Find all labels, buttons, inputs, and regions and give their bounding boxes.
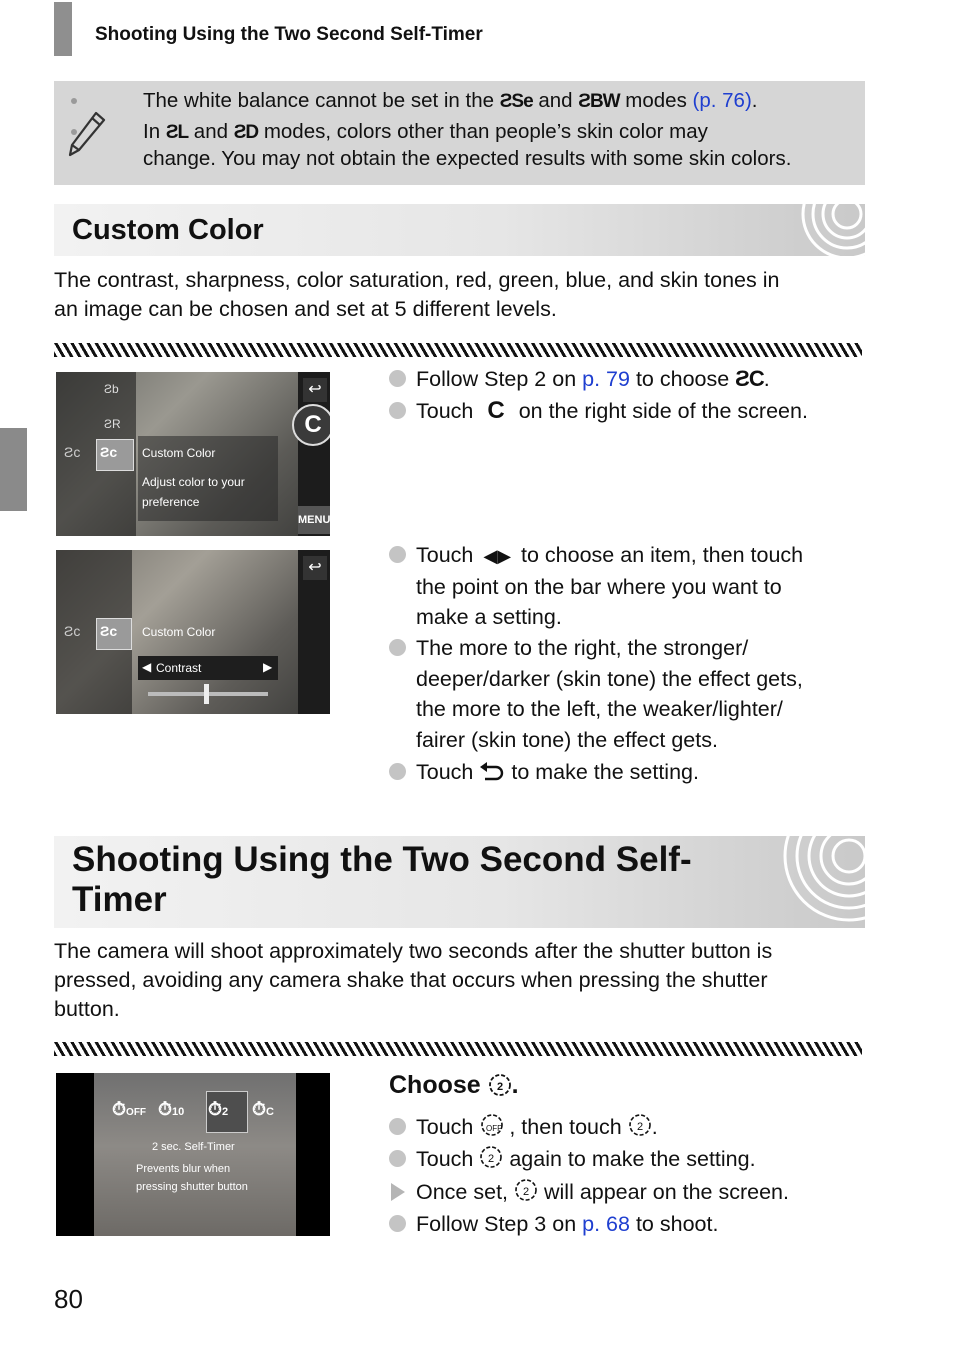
- vivid-sepia-mode-icon: ƧSe: [499, 91, 533, 112]
- mode-icon[interactable]: Ƨb: [104, 382, 119, 396]
- intro-line: button.: [54, 997, 120, 1021]
- note-bullet: [71, 129, 77, 135]
- return-icon[interactable]: ↩: [303, 556, 327, 580]
- self-timer-2-icon: [514, 1177, 538, 1203]
- self-timer-10-icon[interactable]: ⏱10: [158, 1099, 185, 1119]
- section-intro: [54, 266, 866, 324]
- bullet-icon: [389, 546, 406, 563]
- step-text: Follow Step 2 on: [416, 367, 577, 391]
- section-title-line: Timer: [72, 880, 167, 919]
- step-text: Touch: [416, 1147, 474, 1171]
- step-text: make a setting.: [416, 605, 562, 629]
- note-line-1: [143, 89, 757, 114]
- self-timer-2-icon: [628, 1112, 652, 1138]
- running-header-title: Shooting Using the Two Second Self-Timer: [95, 24, 483, 45]
- page-number: 80: [54, 1284, 83, 1314]
- intro-line: pressed, avoiding any camera shake that occurs when pressing the shutter: [54, 968, 768, 992]
- note-text: and: [538, 89, 573, 112]
- step-text: the more to the left, the weaker/lighter/: [416, 697, 783, 721]
- note-line-3: change. You may not obtain the expected results with some skin colors.: [143, 147, 792, 170]
- menu-item-label: Custom Color: [142, 446, 216, 460]
- step-text: Touch: [416, 543, 474, 567]
- self-timer-2-icon: [479, 1144, 503, 1170]
- menu-desc: Adjust color to your: [142, 475, 245, 489]
- custom-color-icon[interactable]: Ƨc: [100, 623, 118, 639]
- self-timer-2-icon[interactable]: ⏱2: [208, 1099, 229, 1119]
- svg-text:2: 2: [496, 1081, 503, 1093]
- page-ref-link[interactable]: p. 68: [582, 1212, 630, 1236]
- step-text: again to make the setting.: [509, 1147, 756, 1171]
- menu-button[interactable]: MENU: [298, 506, 330, 534]
- step-text: to choose an item, then touch: [521, 543, 804, 567]
- section-title: [72, 840, 692, 920]
- note-text: .: [751, 89, 758, 112]
- step-text: the point on the bar where you want to: [416, 574, 782, 599]
- mode-icon[interactable]: ƧR: [104, 417, 121, 431]
- step-separator: [54, 1042, 862, 1056]
- menu-item-label: 2 sec. Self-Timer: [152, 1141, 235, 1153]
- step-separator: [54, 343, 862, 357]
- step-text: to shoot.: [635, 1212, 719, 1236]
- bullet-icon: [389, 402, 406, 419]
- note-line-2: [143, 120, 708, 145]
- self-timer-off-icon[interactable]: ⏱OFF: [112, 1099, 147, 1119]
- section-banner-self-timer: [54, 836, 865, 928]
- note-text: In: [143, 120, 161, 143]
- bullet-icon: [389, 639, 406, 656]
- step-text: The more to the right, the stronger/: [416, 636, 749, 660]
- step-text: , then touch: [509, 1115, 622, 1139]
- step-text: Follow Step 3 on: [416, 1212, 577, 1236]
- chapter-side-tab: [0, 428, 27, 511]
- section-banner-custom-color: [54, 204, 865, 256]
- bullet-icon: [389, 1215, 406, 1232]
- note-text: The white balance cannot be set in the: [143, 89, 495, 112]
- intro-line: The contrast, sharpness, color saturation, red, green, blue, and skin tones in: [54, 268, 780, 292]
- page-ref-link[interactable]: (p. 76): [692, 89, 752, 112]
- step-text: Once set,: [416, 1180, 509, 1204]
- return-icon[interactable]: ↩: [303, 378, 327, 402]
- menu-desc: Prevents blur when: [136, 1163, 231, 1175]
- note-text: modes: [625, 89, 687, 112]
- left-arrow-icon[interactable]: ◀: [142, 660, 152, 674]
- step-text: will appear on the screen.: [543, 1180, 789, 1204]
- banner-decoration: [775, 204, 865, 256]
- camera-screen-contrast-setting: [56, 550, 330, 714]
- right-arrow-icon[interactable]: ▶: [263, 660, 273, 674]
- intro-line: an image can be chosen and set at 5 different levels.: [54, 297, 557, 321]
- self-timer-custom-icon[interactable]: ⏱C: [252, 1099, 274, 1119]
- step-text: fairer (skin tone) the effect gets.: [416, 727, 718, 752]
- banner-decoration: [745, 836, 865, 928]
- note-text: modes, colors other than people’s skin color may: [263, 120, 708, 143]
- setting-label: Contrast: [156, 661, 202, 675]
- note-bullet: [71, 98, 77, 104]
- menu-item-label: Custom Color: [142, 625, 216, 639]
- custom-color-icon: ƧC: [735, 366, 764, 391]
- step-heading-text: .: [511, 1071, 519, 1099]
- self-timer-2-icon: [488, 1071, 512, 1097]
- page-ref-link[interactable]: p. 79: [582, 367, 630, 391]
- level-marker[interactable]: [204, 684, 209, 704]
- step-text: on the right side of the screen.: [518, 399, 808, 423]
- step-heading: [389, 1071, 519, 1100]
- mode-icon[interactable]: Ƨc: [64, 623, 81, 639]
- bullet-icon: [389, 1118, 406, 1135]
- result-arrow-icon: [391, 1183, 405, 1201]
- intro-line: The camera will shoot approximately two seconds after the shutter button is: [54, 939, 773, 963]
- section-intro: [54, 937, 866, 1024]
- bullet-icon: [389, 763, 406, 780]
- svg-text:2: 2: [488, 1153, 495, 1165]
- step-text: .: [763, 367, 770, 391]
- header-bar: [54, 2, 72, 56]
- section-title-line: Shooting Using the Two Second Self-: [72, 840, 692, 879]
- camera-screen-self-timer-menu: [56, 1073, 330, 1236]
- step-text: deeper/darker (skin tone) the effect gets,: [416, 666, 803, 691]
- c-icon: C: [487, 397, 505, 424]
- custom-color-icon[interactable]: Ƨc: [100, 444, 118, 460]
- step-text: to make the setting.: [511, 760, 699, 784]
- step-text: Touch: [416, 399, 474, 423]
- skin-lighter-mode-icon: ƧL: [165, 122, 189, 143]
- svg-text:2: 2: [636, 1121, 643, 1133]
- bw-mode-icon: ƧBW: [578, 91, 620, 112]
- menu-desc: pressing shutter button: [136, 1181, 248, 1193]
- bullet-icon: [389, 370, 406, 387]
- step-text: to choose: [635, 367, 730, 391]
- section-title: Custom Color: [72, 214, 264, 246]
- svg-text:OFF: OFF: [486, 1124, 503, 1133]
- c-icon[interactable]: C: [292, 404, 330, 446]
- camera-screen-custom-color-menu: [56, 372, 330, 536]
- return-icon: [479, 761, 505, 783]
- svg-text:2: 2: [522, 1186, 530, 1198]
- step-text: .: [651, 1115, 658, 1139]
- self-timer-off-icon: [479, 1112, 509, 1138]
- note-text: and: [193, 120, 229, 143]
- left-right-arrows-icon: ◀▶: [483, 546, 512, 566]
- step-heading-text: Choose: [389, 1071, 481, 1099]
- skin-darker-mode-icon: ƧD: [233, 122, 259, 143]
- step-text: Touch: [416, 1115, 474, 1139]
- bullet-icon: [389, 1150, 406, 1167]
- step-text: Touch: [416, 760, 474, 784]
- mode-icon[interactable]: Ƨc: [64, 444, 81, 460]
- menu-desc: preference: [142, 495, 200, 509]
